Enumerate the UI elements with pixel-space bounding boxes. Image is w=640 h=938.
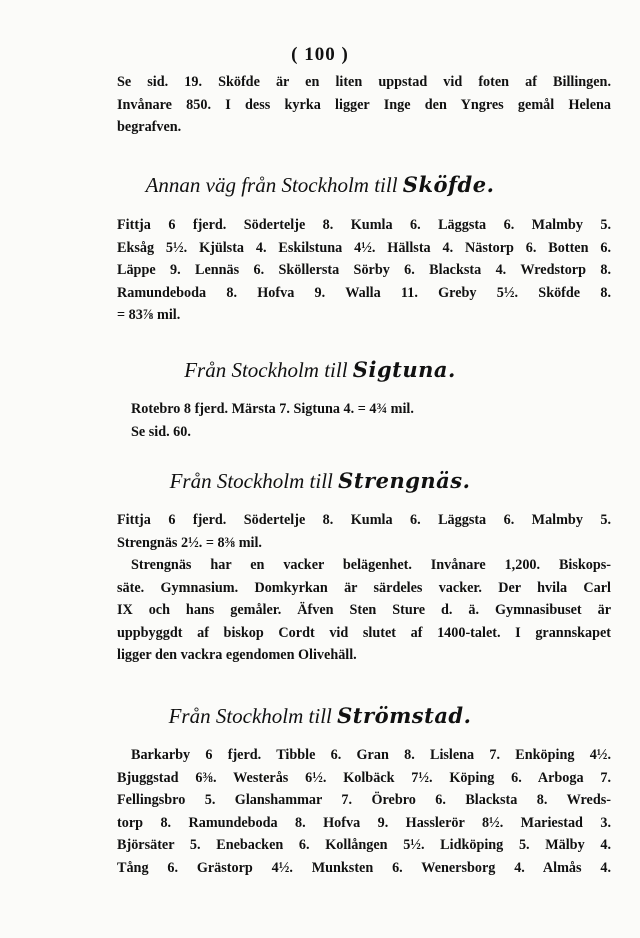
- section-heading-sigtuna: [0, 357, 640, 383]
- text-line: Fellingsbro 5. Glanshammar 7. Örebro 6. Blacksta 8. Wreds-: [117, 792, 611, 808]
- route-list-skofde: [117, 214, 611, 327]
- section-heading-skofde: [0, 172, 640, 198]
- section-heading-stromstad: [0, 703, 640, 729]
- text-line: Se sid. 19. Sköfde är en liten uppstad vid foten af Billingen.: [117, 74, 611, 90]
- heading-destination: Sigtuna.: [352, 357, 456, 382]
- heading-prefix: Från Stockholm till: [169, 469, 333, 493]
- text-line: Strengnäs 2½. = 8⅜ mil.: [117, 534, 262, 551]
- text-line: Björsäter 5. Enebacken 6. Kollången 5½. Lidköping 5. Mälby 4.: [117, 837, 611, 853]
- heading-prefix: Från Stockholm till: [184, 358, 348, 382]
- text-line: säte. Gymnasium. Domkyrkan är särdeles vacker. Der hvila Carl: [117, 579, 611, 596]
- heading-destination: Strengnäs.: [338, 468, 471, 493]
- text-line: Läppe 9. Lennäs 6. Sköllersta Sörby 6. Blacksta 4. Wredstorp 8.: [117, 262, 611, 278]
- heading-destination: Strömstad.: [337, 703, 472, 728]
- text-line: begrafven.: [117, 119, 182, 135]
- section-heading-strengnas: [0, 468, 640, 494]
- text-line: = 83⅞ mil.: [117, 307, 181, 323]
- text-line: Strengnäs har en vacker belägenhet. Invånare 1,200. Biskops-: [131, 557, 611, 573]
- text-line: Invånare 850. I dess kyrka ligger Inge den Yngres gemål Helena: [117, 96, 611, 113]
- text-line: torp 8. Ramundeboda 8. Hofva 9. Hasslerör 8½. Mariestad 3.: [117, 814, 611, 831]
- page-number: ( 100 ): [291, 44, 349, 65]
- text-line: Barkarby 6 fjerd. Tibble 6. Gran 8. Lislena 7. Enköping 4½.: [131, 747, 611, 763]
- text-line: Fittja 6 fjerd. Södertelje 8. Kumla 6. Läggsta 6. Malmby 5.: [117, 512, 611, 528]
- route-list-strengnas: [117, 509, 611, 667]
- text-line: uppbyggdt af biskop Cordt vid slutet af 1400-talet. I grannskapet: [117, 624, 611, 641]
- heading-prefix: Annan väg från Stockholm till: [145, 173, 398, 197]
- text-line: Tång 6. Grästorp 4½. Munksten 6. Wenersborg 4. Almås 4.: [117, 859, 611, 876]
- route-list-stromstad: [117, 744, 611, 879]
- text-line: Eksåg 5½. Kjülsta 4. Eskilstuna 4½. Hällsta 4. Nästorp 6. Botten 6.: [117, 239, 611, 256]
- heading-prefix: Från Stockholm till: [168, 704, 332, 728]
- text-line: ligger den vackra egendomen Olivehäll.: [117, 647, 357, 663]
- text-line: Se sid. 60.: [131, 423, 191, 440]
- text-line: Bjuggstad 6⅜. Westerås 6½. Kolbäck 7½. Köping 6. Arboga 7.: [117, 769, 611, 786]
- text-line: Fittja 6 fjerd. Södertelje 8. Kumla 6. Läggsta 6. Malmby 5.: [117, 217, 611, 233]
- intro-paragraph: [117, 71, 611, 139]
- route-list-sigtuna: [117, 398, 611, 443]
- text-line: Rotebro 8 fjerd. Märsta 7. Sigtuna 4. = 4¾ mil.: [131, 401, 414, 417]
- heading-destination: Sköfde.: [402, 172, 495, 197]
- text-line: Ramundeboda 8. Hofva 9. Walla 11. Greby 5½. Sköfde 8.: [117, 284, 611, 301]
- text-line: IX och hans gemåler. Äfven Sten Sture d. ä. Gymnasibuset är: [117, 602, 611, 618]
